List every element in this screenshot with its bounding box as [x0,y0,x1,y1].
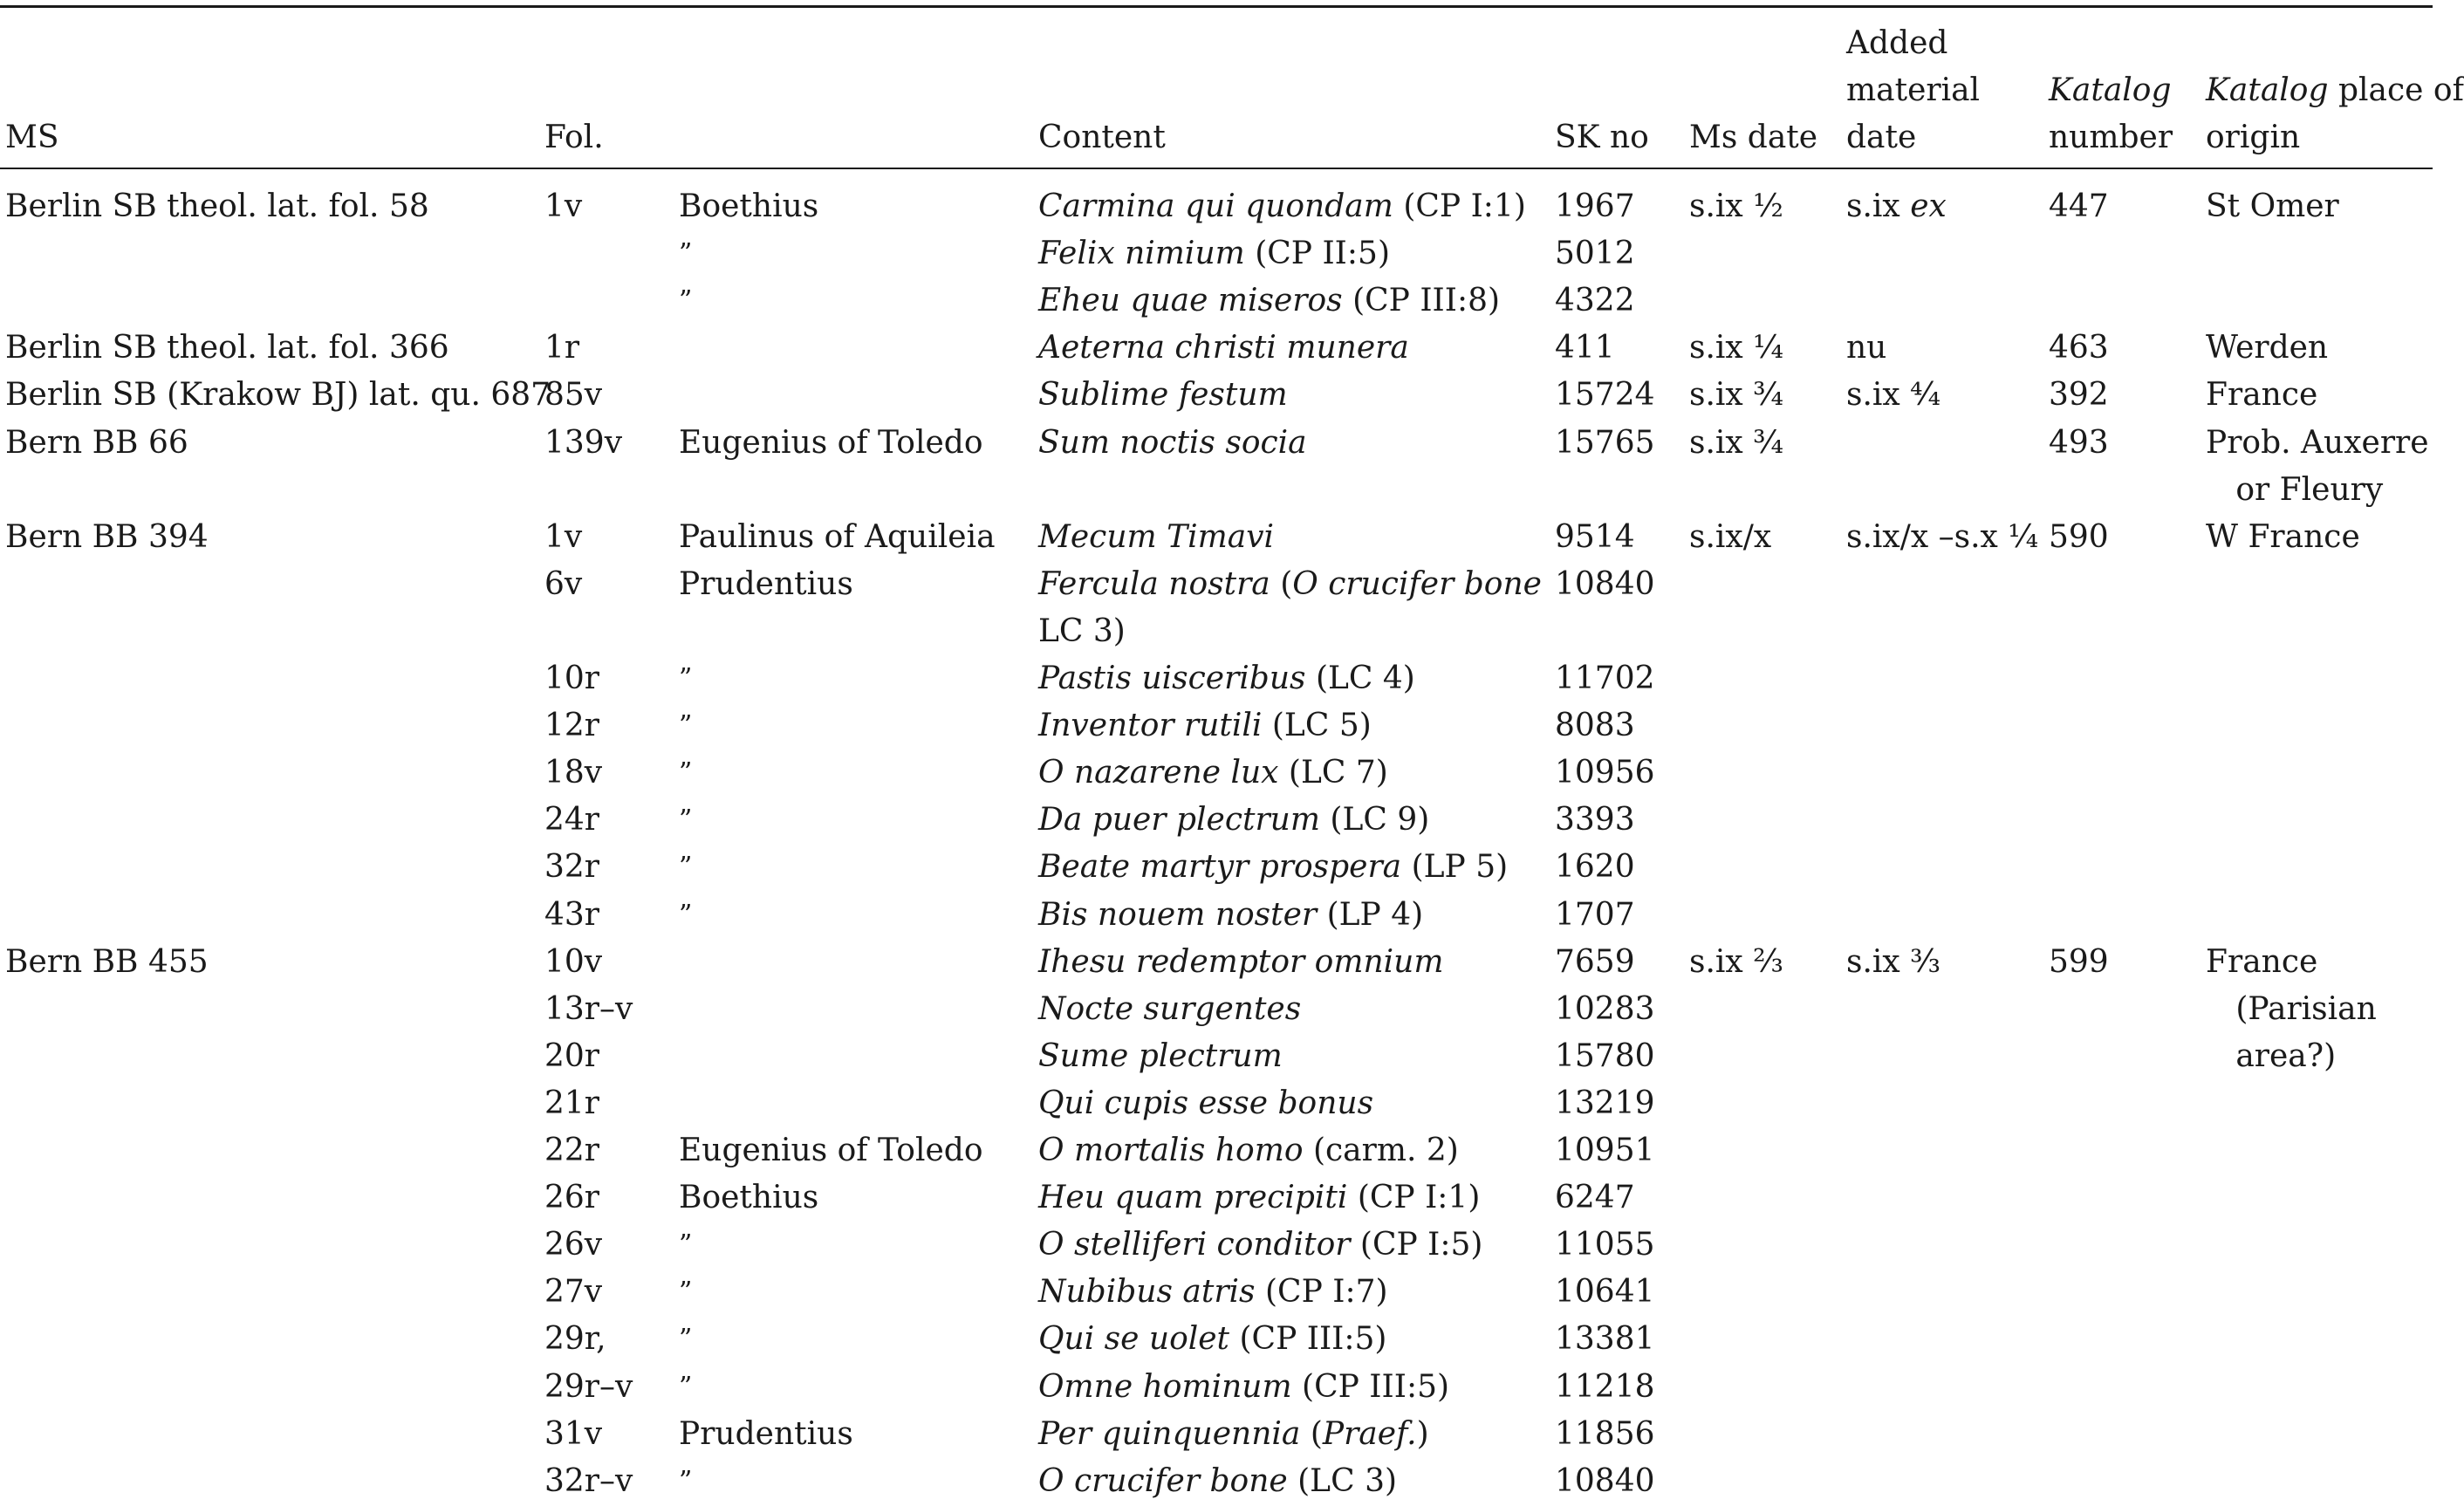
content-reference: ) [1416,1415,1429,1452]
content-title: Per quinquennia [1038,1415,1301,1452]
content-reference: (CP I:1) [1347,1180,1481,1216]
cell-content [1038,1033,1283,1080]
content-reference: ( [1300,1415,1323,1452]
cell-sk-no: 4322 [1555,283,1635,319]
cell-author: Eugenius of Toledo [679,424,983,461]
header-katalog-number-italic: Katalog [2049,72,2172,108]
cell-fol: 32r–v [544,1462,633,1499]
content-title: Da puer plectrum [1038,802,1320,839]
cell-ms-date: s.ix ¼ [1689,330,1784,366]
cell-author-ditto: ” [679,1371,693,1402]
cell-sk-no: 411 [1555,330,1615,366]
cell-ms-date: s.ix ⅔ [1689,943,1784,980]
cell-sk-no: 15765 [1555,424,1655,461]
cell-sk-no: 1707 [1555,896,1635,933]
cell-place-of-origin: France [2206,377,2318,414]
cell-sk-no: 11856 [1555,1415,1655,1452]
cell-content [1038,183,1526,230]
cell-fol: 85v [544,377,603,414]
cell-added-date [1846,183,1947,230]
cell-sk-no: 10283 [1555,990,1655,1027]
cell-ms-date: s.ix ¾ [1689,377,1784,414]
content-title: Beate martyr prospera [1038,849,1402,886]
cell-ms: Berlin SB theol. lat. fol. 58 [5,188,429,224]
content-reference: (CP III:5) [1291,1368,1450,1405]
cell-author-ditto: ” [679,1229,693,1261]
cell-fol: 139v [544,424,623,461]
cell-fol: 21r [544,1085,600,1121]
header-katalog-number-line2: number [2049,120,2173,155]
cell-content [1038,230,1390,277]
cell-content [1038,325,1409,372]
cell-fol: 20r [544,1037,600,1074]
cell-fol: 43r [544,896,600,933]
cell-added-date [1846,514,2038,561]
content-title: Heu quam precipiti [1038,1180,1348,1216]
cell-sk-no: 13219 [1555,1085,1655,1121]
cell-sk-no: 10840 [1555,565,1655,602]
cell-added-date [1846,372,1940,419]
content-reference: (LC 4) [1305,661,1415,696]
content-title: Nocte surgentes [1038,990,1302,1027]
cell-fol: 29r, [544,1321,606,1358]
cell-ms: Bern BB 66 [5,424,188,461]
cell-place-of-origin: area?) [2206,1037,2337,1074]
content-title: Carmina qui quondam [1038,188,1393,224]
cell-sk-no: 10951 [1555,1133,1655,1168]
content-title: Fercula nostra [1038,565,1270,602]
cell-fol: 1v [544,188,583,224]
added-date-part: nu [1846,330,1887,366]
cell-sk-no: 10840 [1555,1462,1655,1499]
cell-place-of-origin: or Fleury [2206,471,2384,508]
cell-fol: 22r [544,1133,600,1168]
cell-ms: Bern BB 455 [5,943,209,980]
cell-content [1038,1127,1459,1174]
cell-content [1038,1222,1482,1269]
cell-content [1038,372,1288,419]
cell-sk-no: 5012 [1555,236,1635,272]
content-title: Qui se uolet [1038,1321,1230,1358]
content-title: O crucifer bone [1292,565,1542,602]
content-reference: (CP I:1) [1393,188,1526,224]
added-date-part: ex [1910,188,1947,224]
cell-katalog-number: 590 [2049,518,2109,555]
cell-ms-date: s.ix/x [1689,518,1772,555]
content-title: Ihesu redemptor omnium [1038,943,1444,980]
cell-author: Paulinus of Aquileia [679,518,996,555]
cell-fol: 18v [544,755,603,791]
content-reference: (LP 4) [1317,896,1424,933]
added-date-part: s.ix ⁴⁄₄ [1846,377,1941,414]
table-top-rule [0,5,2433,8]
added-date-part: s.ix/x –s.x ¼ [1846,518,2039,555]
cell-katalog-number: 447 [2049,188,2109,224]
header-katalog-place-line2: origin [2206,120,2301,155]
content-title: Inventor rutili [1038,708,1263,744]
cell-content [1038,1080,1373,1127]
content-title: Sum noctis socia [1038,424,1307,461]
cell-content [1038,750,1388,797]
content-title: O mortalis homo [1038,1133,1304,1168]
cell-content [1038,277,1500,325]
cell-fol: 27v [544,1274,603,1311]
cell-fol: 31v [544,1415,603,1452]
content-reference: (LC 5) [1262,708,1372,744]
cell-ms-date: s.ix ½ [1689,188,1784,224]
cell-katalog-number: 392 [2049,377,2109,414]
cell-sk-no: 15780 [1555,1037,1655,1074]
content-reference: (LP 5) [1401,849,1509,886]
table-header-rule [0,168,2433,169]
cell-fol: 6v [544,565,583,602]
cell-content [1038,1411,1429,1458]
cell-ms: Berlin SB theol. lat. fol. 366 [5,330,449,366]
cell-place-of-origin: W France [2206,518,2360,555]
cell-content [1038,1174,1480,1222]
header-katalog-place [2206,67,2464,114]
cell-author: Boethius [679,188,819,224]
header-ms-label: MS [5,120,59,155]
content-title: Eheu quae miseros [1038,283,1343,319]
cell-content [1038,608,1126,655]
content-reference: (CP I:5) [1350,1227,1483,1263]
cell-sk-no: 11055 [1555,1227,1655,1263]
cell-sk-no: 15724 [1555,377,1655,414]
header-added-line3: date [1846,120,1917,155]
content-title: Nubibus atris [1038,1274,1256,1311]
cell-ms: Berlin SB (Krakow BJ) lat. qu. 687 [5,377,551,414]
cell-place-of-origin: Werden [2206,330,2329,366]
cell-ms: Bern BB 394 [5,518,209,555]
cell-content [1038,514,1274,561]
cell-content [1038,1316,1386,1363]
cell-sk-no: 3393 [1555,802,1635,839]
content-reference: (CP I:7) [1255,1274,1388,1311]
cell-sk-no: 1620 [1555,849,1635,886]
cell-sk-no: 7659 [1555,943,1635,980]
cell-author-ditto: ” [679,663,693,694]
cell-author-ditto: ” [679,852,693,883]
content-title: O crucifer bone [1038,1462,1288,1499]
cell-fol: 12r [544,708,600,744]
cell-content [1038,1269,1388,1316]
cell-content [1038,1364,1449,1411]
content-reference: (LC 9) [1319,802,1430,839]
content-title: Felix nimium [1038,236,1245,272]
content-reference: (CP III:8) [1342,283,1501,319]
cell-katalog-number: 599 [2049,943,2109,980]
content-reference: (CP II:5) [1244,236,1390,272]
cell-content [1038,892,1423,939]
header-added-line2: material [1846,72,1981,108]
content-reference: LC 3) [1038,613,1126,649]
cell-author-ditto: ” [679,899,693,930]
cell-content [1038,561,1542,608]
content-title: Qui cupis esse bonus [1038,1085,1374,1121]
cell-author: Prudentius [679,1415,853,1452]
cell-sk-no: 10641 [1555,1274,1655,1311]
cell-fol: 29r–v [544,1368,633,1405]
cell-sk-no: 13381 [1555,1321,1655,1358]
cell-content [1038,986,1301,1033]
header-ms-date: Ms date [1689,120,1818,155]
cell-author-ditto: ” [679,1465,693,1496]
cell-author: Prudentius [679,565,853,602]
added-date-part: s.ix ³⁄₃ [1846,943,1941,980]
cell-ms-date: s.ix ¾ [1689,424,1784,461]
cell-sk-no: 1967 [1555,188,1635,224]
cell-content [1038,702,1372,750]
content-reference: (CP III:5) [1229,1321,1387,1358]
cell-author-ditto: ” [679,757,693,789]
cell-added-date [1846,325,1886,372]
cell-content [1038,1458,1397,1505]
cell-author-ditto: ” [679,238,693,270]
cell-sk-no: 10956 [1555,755,1655,791]
header-katalog-place-rest: place of [2328,72,2464,108]
cell-content [1038,655,1415,702]
cell-sk-no: 9514 [1555,518,1635,555]
cell-sk-no: 8083 [1555,708,1635,744]
content-title: Pastis uisceribus [1038,661,1306,696]
cell-fol: 24r [544,802,600,839]
content-title: Aeterna christi munera [1038,330,1409,366]
cell-fol: 1v [544,518,583,555]
cell-content [1038,939,1443,986]
header-added-line1: Added [1846,25,1948,61]
content-title: O stelliferi conditor [1038,1227,1351,1263]
cell-fol: 10v [544,943,603,980]
content-title: Praef. [1322,1415,1417,1452]
content-reference: (LC 3) [1287,1462,1398,1499]
content-title: Omne hominum [1038,1368,1292,1405]
cell-fol: 13r–v [544,990,633,1027]
cell-author-ditto: ” [679,1277,693,1308]
added-date-part: s.ix [1846,188,1911,224]
header-fol: Fol. [544,120,604,155]
cell-content [1038,797,1429,844]
content-reference: (carm. 2) [1303,1133,1459,1168]
cell-fol: 1r [544,330,580,366]
content-reference: ( [1270,565,1293,602]
content-title: Bis nouem noster [1038,896,1318,933]
cell-fol: 10r [544,661,600,696]
cell-content [1038,844,1508,891]
content-title: Mecum Timavi [1038,518,1275,555]
cell-added-date [1846,939,1940,986]
cell-author: Boethius [679,1180,819,1216]
cell-content [1038,420,1307,467]
header-content: Content [1038,120,1166,155]
cell-fol: 26r [544,1180,600,1216]
cell-katalog-number: 493 [2049,424,2109,461]
cell-author-ditto: ” [679,710,693,742]
cell-place-of-origin: Prob. Auxerre [2206,424,2429,461]
header-sk-no: SK no [1555,120,1649,155]
cell-author-ditto: ” [679,285,693,317]
content-title: O nazarene lux [1038,755,1279,791]
cell-katalog-number: 463 [2049,330,2109,366]
content-title: Sume plectrum [1038,1037,1283,1074]
content-title: Sublime festum [1038,377,1288,414]
cell-fol: 26v [544,1227,603,1263]
cell-sk-no: 11218 [1555,1368,1655,1405]
cell-author-ditto: ” [679,804,693,836]
cell-place-of-origin: St Omer [2206,188,2339,224]
cell-sk-no: 6247 [1555,1180,1635,1216]
cell-place-of-origin: France [2206,943,2318,980]
cell-author: Eugenius of Toledo [679,1133,983,1168]
cell-place-of-origin: (Parisian [2206,990,2377,1027]
cell-fol: 32r [544,849,600,886]
cell-sk-no: 11702 [1555,661,1655,696]
cell-author-ditto: ” [679,1324,693,1355]
header-katalog-place-italic: Katalog [2206,72,2329,108]
content-reference: (LC 7) [1278,755,1388,791]
